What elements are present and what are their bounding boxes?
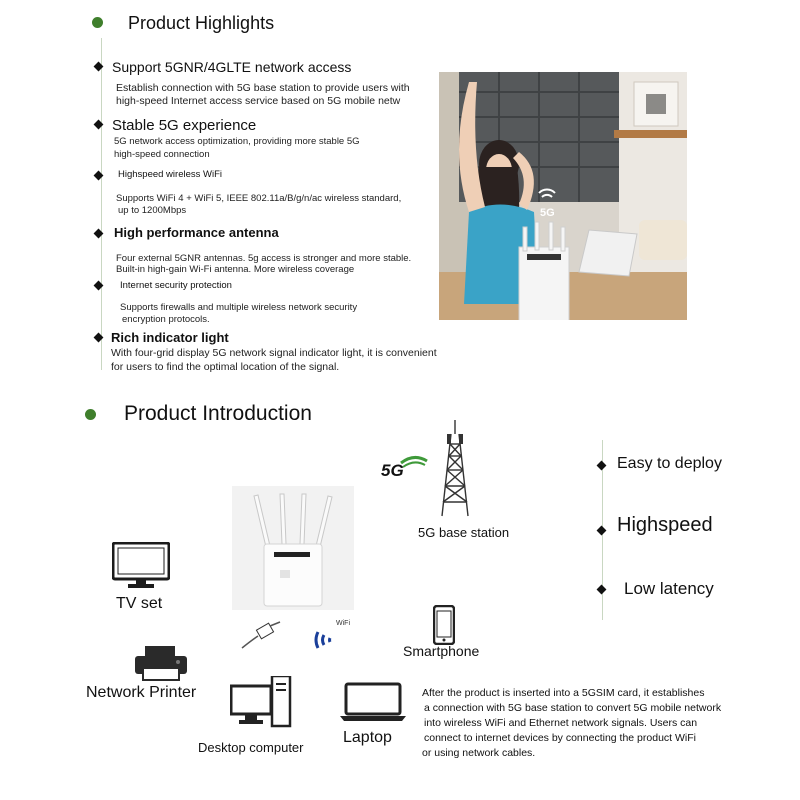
ethernet-cable-icon [240,620,284,650]
5g-logo [381,455,431,485]
smartphone-icon [433,605,455,645]
highlight-body-line: high-speed connection [114,149,210,160]
bullet-diamond [597,526,607,536]
highlight-body-line: high-speed Internet access service based on 5G mobile netw [116,95,401,107]
feature-item: Easy to deploy [617,455,722,472]
wifi-signal-icon [312,620,352,652]
introduction-title: Product Introduction [124,402,312,425]
printer-icon [133,646,189,682]
printer-label: Network Printer [86,684,197,701]
laptop-label: Laptop [343,729,392,746]
description-line: a connection with 5G base station to convert 5G mobile network [424,702,722,714]
highlight-heading: Internet security protection [120,280,232,291]
description-line: or using network cables. [422,747,536,759]
wifi-label: WiFi [336,620,350,627]
desktop-computer-label: Desktop computer [198,740,304,755]
section-bullet [92,17,103,28]
bullet-diamond [597,585,607,595]
laptop-icon [338,682,408,722]
lifestyle-photo [439,72,687,320]
desktop-computer-icon [230,676,292,728]
highlight-body-line: 5G network access optimization, providing more stable 5G [114,136,360,147]
highlight-heading: Highspeed wireless WiFi [118,169,223,180]
tv-label: TV set [116,595,163,612]
description-line: connect to internet devices by connecting the product WiFi [424,732,696,744]
tv-icon [112,542,170,590]
highlight-body-line: Establish connection with 5G base station to provide users with [116,82,410,94]
photo-5g-badge: 5G [540,207,555,219]
highlights-divider [101,38,102,370]
highlight-heading: Rich indicator light [111,330,229,345]
router-illustration [232,486,354,610]
highlight-body-line: Four external 5GNR antennas. 5g access is stronger and more stable. [116,253,412,264]
highlight-heading: Stable 5G experience [112,117,257,134]
5g-logo-text: 5G [381,461,404,480]
highlight-body-line: With four-grid display 5G network signal indicator light, it is convenient [111,347,437,359]
highlight-body-line: up to 1200Mbps [118,205,187,216]
description-line: After the product is inserted into a 5GSIM card, it establishes [422,687,705,699]
section-bullet [85,409,96,420]
highlight-body-line: Supports WiFi 4 + WiFi 5, IEEE 802.11a/B/g/n/ac wireless standard, [116,193,402,204]
highlight-heading: Support 5GNR/4GLTE network access [112,59,352,75]
highlight-heading: High performance antenna [114,225,279,240]
router-image [232,486,354,610]
base-station-tower-icon [437,420,473,518]
highlight-body-line: encryption protocols. [122,314,210,325]
highlight-body-line: Supports firewalls and multiple wireless network security [120,302,358,313]
highlights-title: Product Highlights [128,13,275,33]
highlight-body-line: for users to find the optimal location of the signal. [111,361,340,373]
highlight-body-line: Built-in high-gain Wi-Fi antenna. More wireless coverage [116,264,355,275]
description-line: into wireless WiFi and Ethernet network signals. Users can [424,717,698,729]
bullet-diamond [597,461,607,471]
lifestyle-photo-illustration [439,72,687,320]
feature-item: Low latency [624,579,714,598]
base-station-label: 5G base station [418,525,510,540]
feature-item: Highspeed [617,514,713,536]
smartphone-label: Smartphone [403,643,480,659]
